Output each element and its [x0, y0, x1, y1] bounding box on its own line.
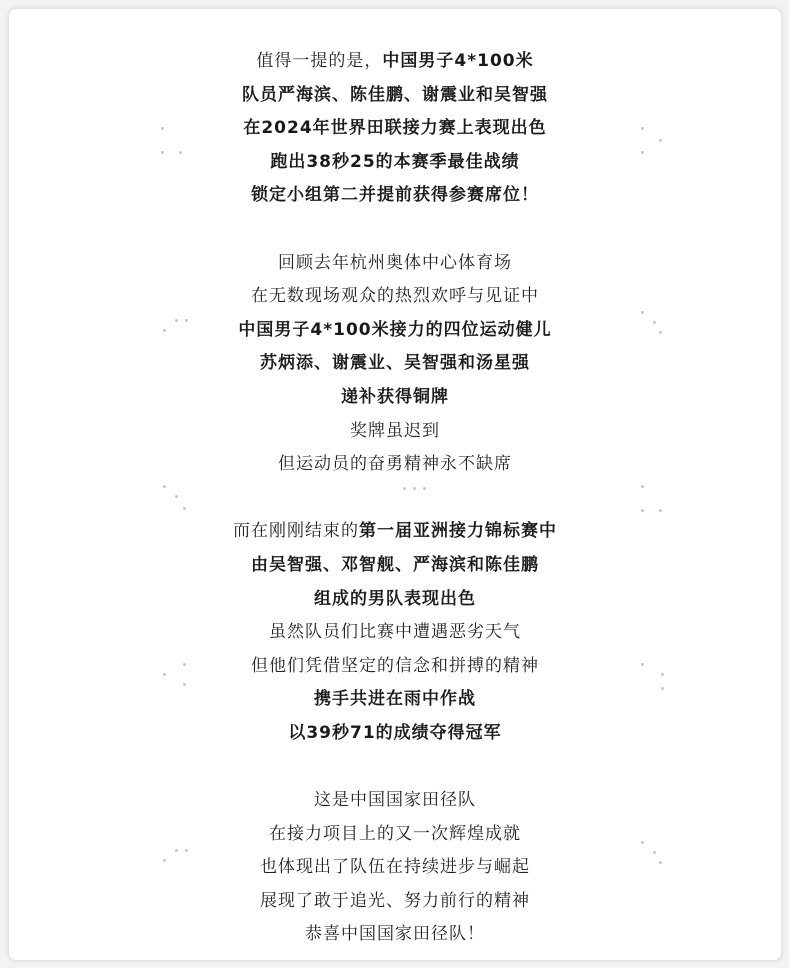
text-line [9, 918, 781, 952]
text-segment: 值得一提的是， [256, 51, 383, 71]
bold-text: 中国男子4*100米 [382, 51, 534, 71]
text-line [9, 415, 781, 449]
text-line [9, 717, 781, 751]
text-line [9, 314, 781, 348]
bold-text: 递补获得铜牌 [341, 386, 449, 407]
text-segment: 恭喜中国国家田径队！ [305, 924, 485, 945]
text-line [9, 885, 781, 919]
text-segment: 虽然队员们比赛中遭遇恶劣天气 [269, 622, 521, 643]
paragraph-spacer [9, 482, 781, 516]
text-line [9, 112, 781, 146]
text-line [9, 683, 781, 717]
text-line [9, 179, 781, 213]
text-line [9, 79, 781, 113]
article-body [9, 45, 781, 952]
text-line [9, 347, 781, 381]
text-segment: 展现了敢于追光、努力前行的精神 [260, 890, 530, 911]
text-segment: 而在刚刚结束的 [233, 521, 359, 542]
bold-text: 携手共进在雨中作战 [314, 689, 476, 710]
text-segment: 但他们凭借坚定的信念和拼搏的精神 [251, 655, 539, 676]
text-line [9, 784, 781, 818]
text-segment: 但运动员的奋勇精神永不缺席 [278, 454, 512, 475]
bold-text: 苏炳添、谢震业、吴智强和汤星强 [260, 353, 530, 374]
text-line [9, 515, 781, 549]
text-line [9, 851, 781, 885]
text-line [9, 45, 781, 79]
text-line [9, 818, 781, 852]
bold-text: 组成的男队表现出色 [314, 588, 476, 609]
bold-text: 锁定小组第二并提前获得参赛席位！ [251, 185, 539, 206]
text-line [9, 280, 781, 314]
bold-text: 第一届亚洲接力锦标赛中 [359, 521, 557, 542]
bold-text: 队员严海滨、陈佳鹏、谢震业和吴智强 [242, 84, 548, 105]
text-line [9, 146, 781, 180]
text-line [9, 549, 781, 583]
bold-text: 由吴智强、邓智舰、严海滨和陈佳鹏 [251, 554, 539, 575]
text-segment: 回顾去年杭州奥体中心体育场 [278, 252, 512, 273]
text-segment: 在接力项目上的又一次辉煌成就 [269, 823, 521, 844]
paragraph-spacer [9, 213, 781, 247]
text-line [9, 650, 781, 684]
text-segment: 也体现出了队伍在持续进步与崛起 [260, 857, 530, 878]
bold-text: 在2024年世界田联接力赛上表现出色 [243, 118, 547, 139]
text-line [9, 583, 781, 617]
bold-text: 以39秒71的成绩夺得冠军 [288, 722, 502, 743]
text-line [9, 247, 781, 281]
text-segment: 在无数现场观众的热烈欢呼与见证中 [251, 286, 539, 307]
text-segment: 这是中国国家田径队 [314, 790, 476, 811]
article-card [8, 8, 782, 961]
text-line [9, 448, 781, 482]
bold-text: 跑出38秒25的本赛季最佳战绩 [270, 151, 520, 172]
text-line [9, 616, 781, 650]
paragraph-spacer [9, 750, 781, 784]
text-line [9, 381, 781, 415]
bold-text: 中国男子4*100米接力的四位运动健儿 [238, 319, 552, 340]
text-segment: 奖牌虽迟到 [350, 420, 440, 441]
